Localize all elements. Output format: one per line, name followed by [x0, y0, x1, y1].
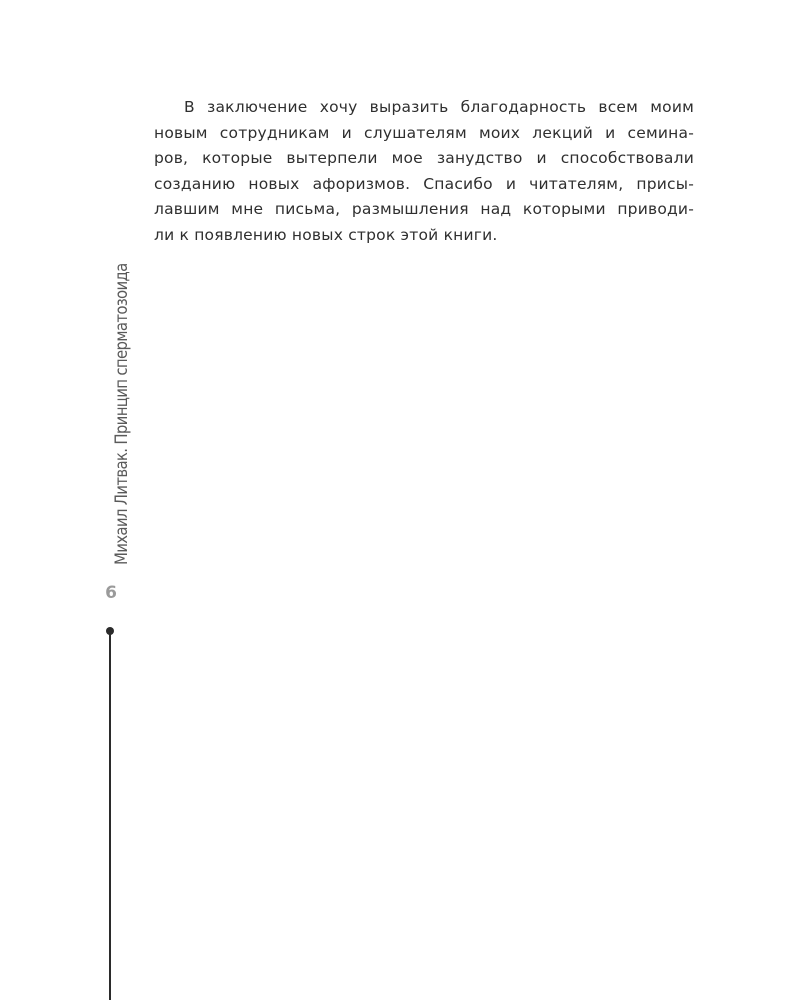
paragraph-line-last: ли к появлению новых строк этой книги.: [154, 225, 498, 244]
page-number: 6: [105, 583, 117, 603]
running-head: Михаил Литвак. Принцип сперматозоида: [112, 263, 132, 565]
paragraph-line: лавшим мне письма, размышления над которыми приводи-: [154, 200, 694, 218]
margin-rule-line: [109, 631, 111, 1000]
acknowledgement-paragraph: [154, 95, 694, 248]
paragraph-line: созданию новых афоризмов. Спасибо и читателям, присы-: [154, 174, 694, 193]
paragraph-line: ров, которые вытерпели мое занудство и способствовали: [154, 149, 694, 167]
paragraph-line: новым сотрудникам и слушателям моих лекций и семина-: [154, 123, 694, 142]
paragraph-line: В заключение хочу выразить благодарность всем моим: [184, 98, 694, 116]
